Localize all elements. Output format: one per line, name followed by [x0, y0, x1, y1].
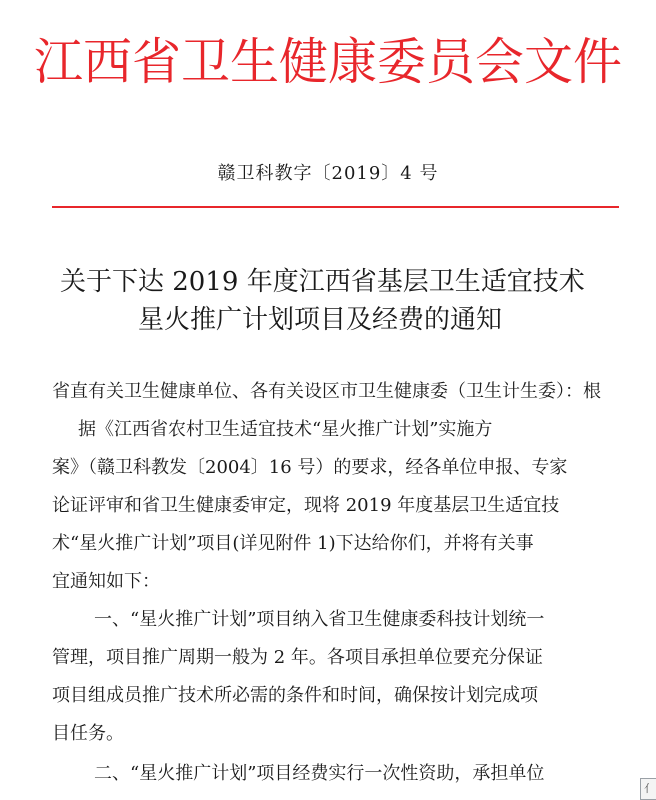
salutation-line: 省直有关卫生健康单位、各有关设区市卫生健康委（卫生计生委）：根	[52, 381, 601, 402]
body-line: 据《江西省农村卫生适宜技术“星火推广计划”实施方	[78, 419, 493, 440]
section-one-line: 一、“星火推广计划”项目纳入省卫生健康委科技计划统一	[94, 609, 545, 630]
title-line-2: 星火推广计划项目及经费的通知	[138, 305, 503, 335]
document-number: 赣卫科教字〔2019〕4 号	[217, 163, 439, 184]
body-line: 案》（赣卫科教发〔2004〕16 号）的要求，经各单位申报、专家	[52, 457, 568, 478]
red-divider-line	[52, 206, 619, 208]
body-line: 宜通知如下：	[52, 571, 160, 592]
title-line-1: 关于下达 2019 年度江西省基层卫生适宜技术	[60, 267, 585, 297]
close-icon[interactable]: 亻	[640, 778, 656, 800]
body-line: 术“星火推广计划”项目(详见附件 1)下达给你们，并将有关事	[52, 533, 534, 554]
masthead-title: 江西省卫生健康委员会文件	[34, 33, 622, 91]
body-line: 管理，项目推广周期一般为 2 年。各项目承担单位要充分保证	[52, 647, 543, 668]
body-line: 论证评审和省卫生健康委审定，现将 2019 年度基层卫生适宜技	[52, 495, 560, 516]
section-two-line: 二、“星火推广计划”项目经费实行一次性资助，承担单位	[94, 763, 545, 784]
body-line: 目任务。	[52, 723, 124, 744]
body-line: 项目组成员推广技术所必需的条件和时间，确保按计划完成项	[52, 685, 538, 706]
